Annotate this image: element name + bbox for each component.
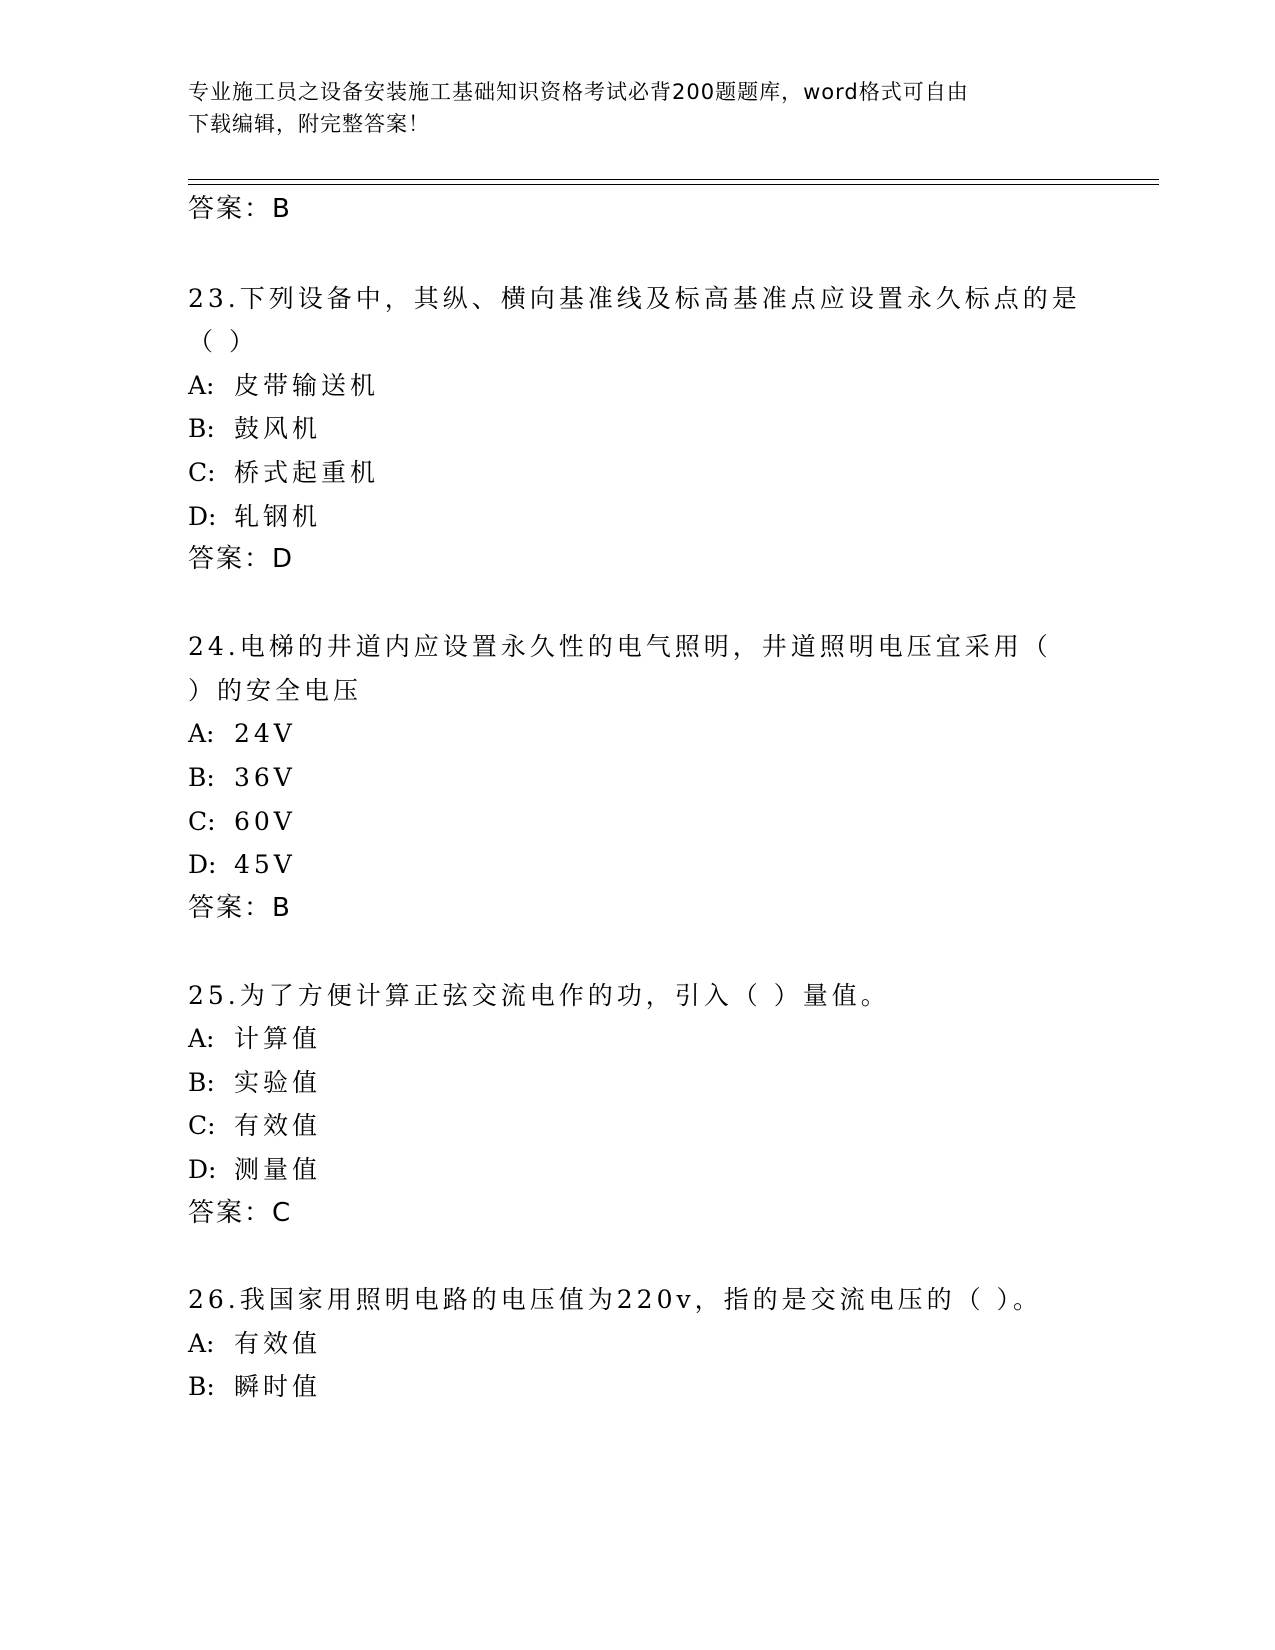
question-24-option-b xyxy=(188,763,296,793)
option-text: 60V xyxy=(234,807,296,836)
header-divider-top xyxy=(188,179,1159,180)
option-text: 24V xyxy=(234,719,296,748)
option-letter: B: xyxy=(188,1372,215,1401)
option-text: 45V xyxy=(234,850,296,879)
question-23-option-a xyxy=(188,371,379,401)
question-25-option-a xyxy=(188,1024,321,1054)
question-24-option-a xyxy=(188,719,296,749)
option-text: 36V xyxy=(234,763,296,792)
question-23-stem-line-2: （ ） xyxy=(188,327,258,356)
option-text: 轧钢机 xyxy=(234,502,322,531)
question-26-option-b xyxy=(188,1372,321,1402)
option-text: 桥式起重机 xyxy=(234,458,380,487)
option-letter: C: xyxy=(188,807,216,836)
option-text: 瞬时值 xyxy=(234,1372,322,1401)
document-header xyxy=(188,76,1088,140)
question-23-answer: 答案：D xyxy=(188,544,295,574)
option-letter: B: xyxy=(188,414,215,443)
question-24-stem-line-1: 24.电梯的井道内应设置永久性的电气照明，井道照明电压宜采用（ xyxy=(188,632,1052,661)
question-25-option-c xyxy=(188,1111,321,1141)
question-26-option-a xyxy=(188,1329,321,1359)
question-24-option-c xyxy=(188,807,296,837)
question-23-stem-line-1: 23.下列设备中，其纵、横向基准线及标高基准点应设置永久标点的是 xyxy=(188,284,1081,313)
option-letter: C: xyxy=(188,1111,216,1140)
option-text: 计算值 xyxy=(234,1024,322,1053)
option-letter: D: xyxy=(188,850,217,879)
option-letter: A: xyxy=(188,719,215,748)
question-24-option-d xyxy=(188,850,296,880)
option-letter: A: xyxy=(188,371,215,400)
header-divider-bottom xyxy=(188,184,1159,185)
question-24-stem-line-2: ）的安全电压 xyxy=(188,676,363,705)
option-letter: B: xyxy=(188,1068,215,1097)
question-25-answer: 答案：C xyxy=(188,1198,293,1228)
question-25-stem: 25.为了方便计算正弦交流电作的功，引入（ ）量值。 xyxy=(188,981,890,1010)
option-letter: D: xyxy=(188,1155,217,1184)
previous-answer: 答案：B xyxy=(188,194,292,224)
question-23-option-b xyxy=(188,414,321,444)
option-text: 有效值 xyxy=(234,1329,322,1358)
option-text: 皮带输送机 xyxy=(234,371,380,400)
question-24-answer: 答案：B xyxy=(188,893,292,923)
question-23-option-d xyxy=(188,502,321,532)
question-23-option-c xyxy=(188,458,379,488)
question-25-option-b xyxy=(188,1068,321,1098)
option-text: 测量值 xyxy=(234,1155,322,1184)
header-line-2: 下载编辑，附完整答案！ xyxy=(188,112,430,136)
option-letter: A: xyxy=(188,1024,215,1053)
option-text: 鼓风机 xyxy=(234,414,322,443)
question-26-stem: 26.我国家用照明电路的电压值为220v，指的是交流电压的（ ）。 xyxy=(188,1285,1043,1314)
header-line-1: 专业施工员之设备安装施工基础知识资格考试必背200题题库，word格式可自由 xyxy=(188,80,969,104)
option-letter: A: xyxy=(188,1329,215,1358)
option-letter: B: xyxy=(188,763,215,792)
option-text: 实验值 xyxy=(234,1068,322,1097)
option-letter: C: xyxy=(188,458,216,487)
question-25-option-d xyxy=(188,1155,321,1185)
option-text: 有效值 xyxy=(234,1111,322,1140)
option-letter: D: xyxy=(188,502,217,531)
